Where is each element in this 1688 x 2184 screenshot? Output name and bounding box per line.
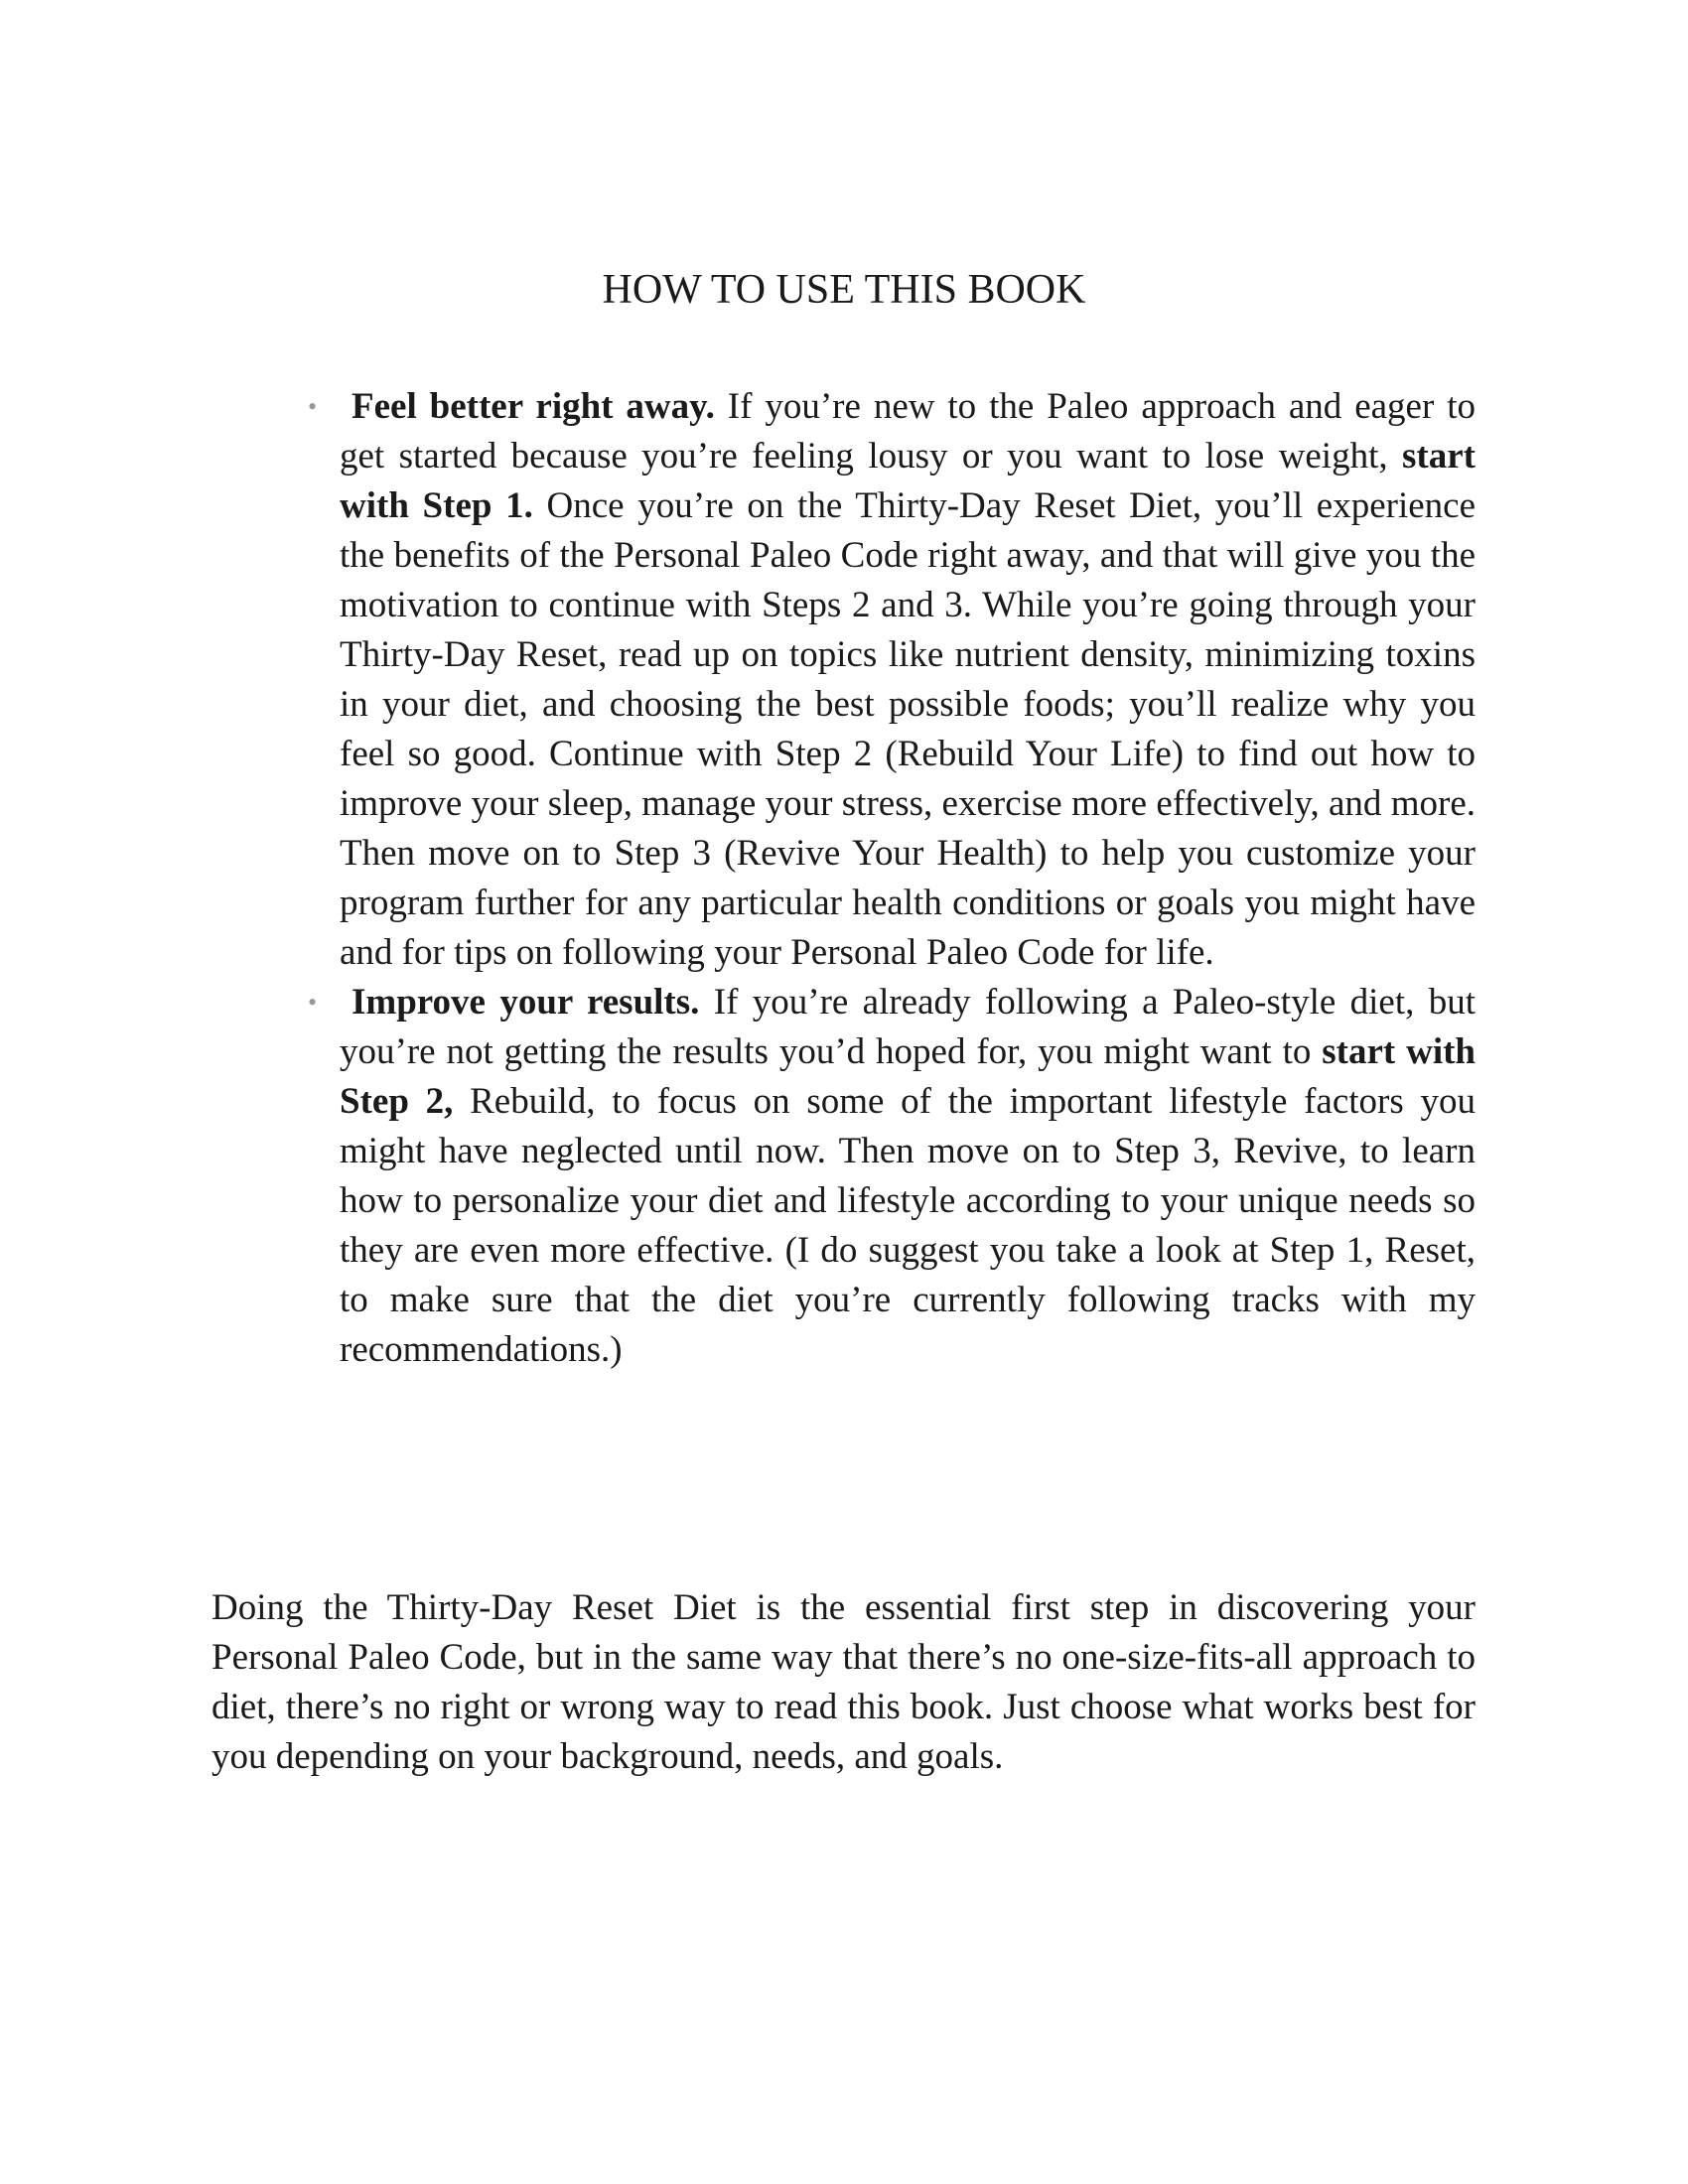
bullet-body: If you’re already following a Paleo-style diet, but you’re not getting the results you’d hoped for, you might want to [340,982,1476,1072]
bullet-text [340,978,1476,1375]
bullet-lead: Improve your results. [352,982,700,1023]
usage-bullet-list [308,382,1476,1375]
bullet-icon: • [308,392,318,421]
bullet-icon: • [308,988,318,1017]
page-title: HOW TO USE THIS BOOK [602,267,1086,313]
closing-paragraph: Doing the Thirty-Day Reset Diet is the essential first step in discovering your Personal Paleo Code, but in the same way that there’s no one-size-fits-all approach to diet, there’s no right or wrong way to read this book. Just choose what works best for you depending on your background, needs, and goals. [211,1587,1476,1777]
bullet-feel-better [308,382,1476,978]
bullet-emphasis: start with Step 1. [340,436,1476,526]
bullet-body: Rebuild, to focus on some of the important lifestyle factors you might have neglected until now. Then move on to Step 3, Revive, to learn how to personalize your diet and lifestyle according to your unique needs so they are even more effective. (I do suggest you take a look at Step 1, Reset, to make sure that the diet you’re currently following tracks with my recommendations.) [340,1081,1476,1370]
bullet-text [340,382,1476,978]
bullet-body: If you’re new to the Paleo approach and eager to get started because you’re feeling lousy or you want to lose weight, [340,386,1476,477]
bullet-emphasis: start with Step 2, [340,1031,1476,1122]
bullet-body: Once you’re on the Thirty-Day Reset Diet, you’ll experience the benefits of the Personal Paleo Code right away, and that will give you the motivation to continue with Steps 2 and 3. While you’re going through your Thirty-Day Reset, read up on topics like nutrient density, minimizing toxins in your diet, and choosing the best possible foods; you’ll realize why you feel so good. Continue with Step 2 (Rebuild Your Life) to find out how to improve your sleep, manage your stress, exercise more effectively, and more. Then move on to Step 3 (Revive Your Health) to help you customize your program further for any particular health conditions or goals you might have and for tips on following your Personal Paleo Code for life. [340,485,1476,973]
bullet-improve-results [308,978,1476,1375]
bullet-lead: Feel better right away. [352,386,715,427]
